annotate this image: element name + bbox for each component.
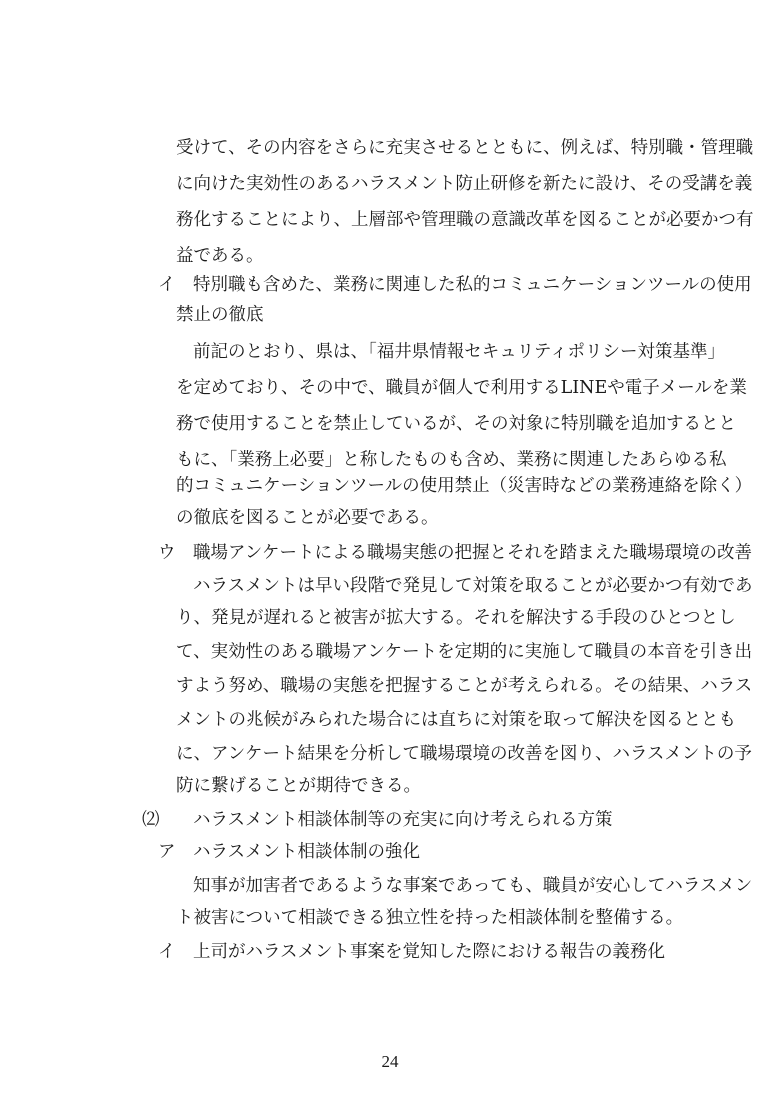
text-line: の徹底を図ることが必要である。	[176, 508, 439, 528]
text-line: 前記のとおり、県は、「福井県情報セキュリティポリシー対策基準」	[193, 342, 725, 362]
text-line: て、実効性のある職場アンケートを定期的に実施して職員の本音を引き出	[176, 642, 753, 662]
text-line: 防に繋げることが期待できる。	[176, 776, 421, 796]
text-line: もに、「業務上必要」と称したものも含め、業務に関連したあらゆる私	[176, 450, 727, 470]
text-line: を定めており、その中で、職員が個人で利用するLINEや電子メールを業	[176, 378, 747, 398]
item-heading: 禁止の徹底	[176, 305, 264, 325]
text-line: 受けて、その内容をさらに充実させるとともに、例えば、特別職・管理職	[176, 138, 754, 158]
text-line: ハラスメントは早い段階で発見して対策を取ることが必要かつ有効であ	[193, 576, 753, 596]
text-line: メントの兆候がみられた場合には直ちに対策を取って解決を図るととも	[176, 710, 736, 730]
item-heading: ハラスメント相談体制の強化	[193, 842, 420, 862]
item-heading: 職場アンケートによる職場実態の把握とそれを踏まえた職場環境の改善	[193, 543, 752, 563]
item-heading: 上司がハラスメント事案を覚知した際における報告の義務化	[193, 942, 665, 962]
section-heading: ハラスメント相談体制等の充実に向け考えられる方策	[193, 810, 613, 830]
text-line: 務化することにより、上層部や管理職の意識改革を図ることが必要かつ有	[176, 210, 754, 230]
text-line: 益である。	[176, 246, 264, 266]
section-marker: ⑵	[142, 810, 160, 830]
page-number: 24	[381, 1052, 399, 1071]
item-marker: ウ	[158, 543, 176, 563]
text-line: 的コミュニケーションツールの使用禁止（災害時などの業務連絡を除く）	[176, 476, 753, 496]
text-line: すよう努め、職場の実態を把握することが考えられる。その結果、ハラス	[176, 676, 753, 696]
item-marker: イ	[158, 942, 176, 962]
text-line: 務で使用することを禁止しているが、その対象に特別職を追加するとと	[176, 414, 736, 434]
item-heading: 特別職も含めた、業務に関連した私的コミュニケーションツールの使用	[193, 275, 752, 295]
text-line: に、アンケート結果を分析して職場環境の改善を図り、ハラスメントの予	[176, 744, 752, 764]
text-line: ト被害について相談できる独立性を持った相談体制を整備する。	[176, 908, 684, 928]
item-marker: イ	[158, 275, 176, 295]
text-line: 知事が加害者であるような事案であっても、職員が安心してハラスメン	[193, 876, 753, 896]
item-marker: ア	[158, 842, 176, 862]
text-line: に向けた実効性のあるハラスメント防止研修を新たに設け、その受講を義	[176, 174, 753, 194]
text-line: り、発見が遅れると被害が拡大する。それを解決する手段のひとつとし	[176, 608, 736, 628]
